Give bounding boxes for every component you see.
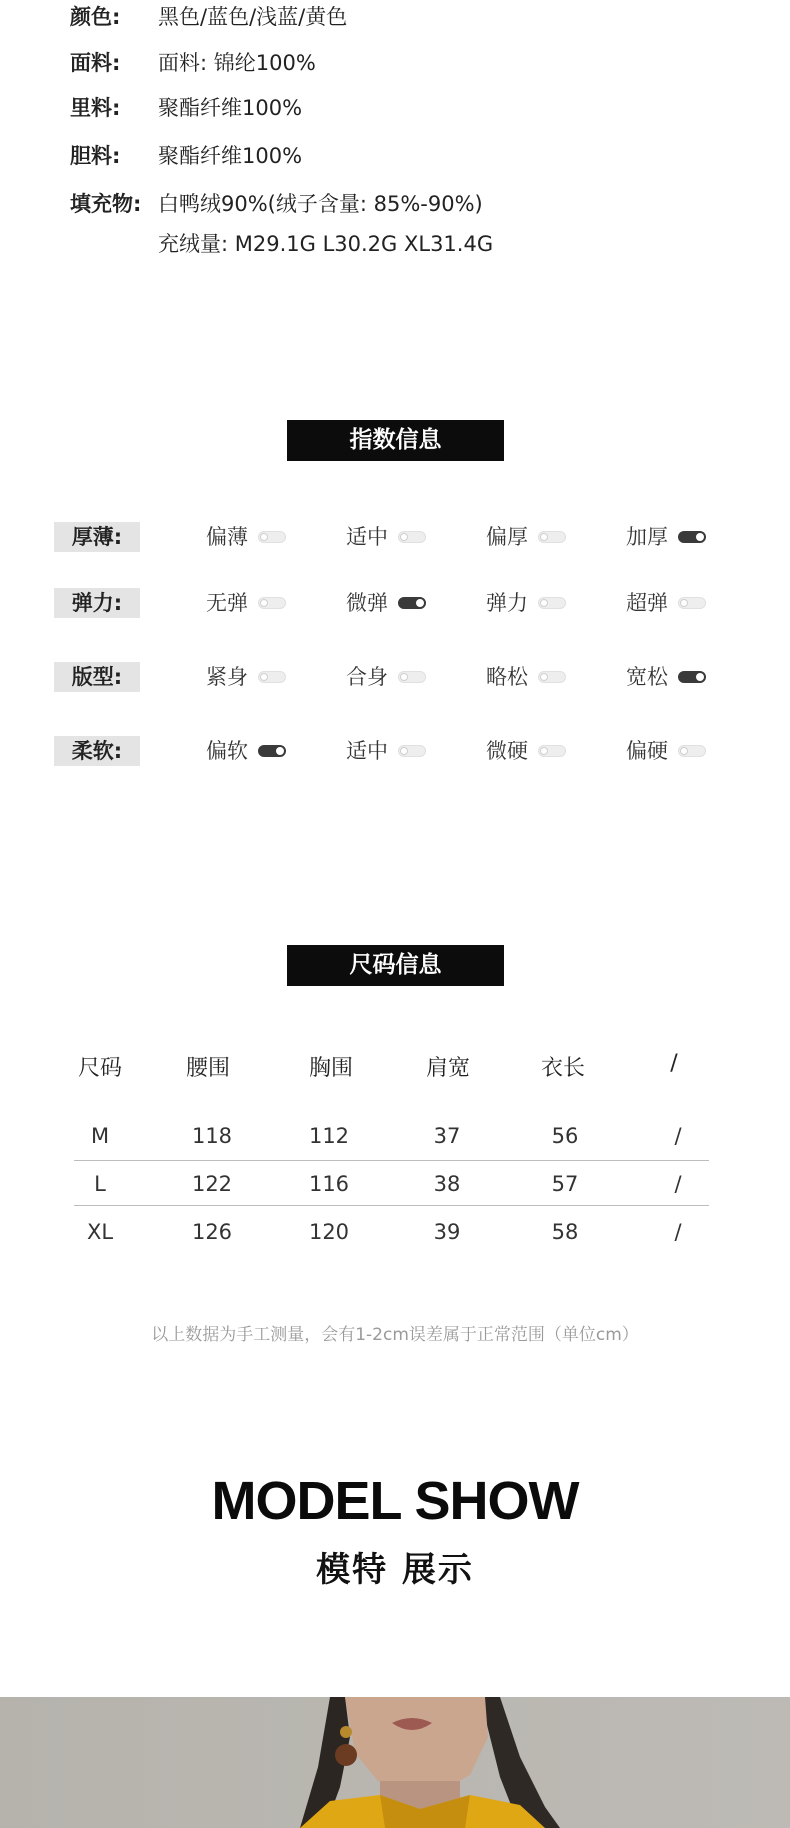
index-option-label: 偏厚 [486,525,528,549]
size-cell: XL [86,1220,114,1244]
size-header: 尺码 [77,1056,122,1081]
index-option-label: 偏软 [206,739,248,763]
toggle-knob [260,599,268,607]
attribute-filling [70,191,483,217]
toggle-knob [540,747,548,755]
attribute-inner [70,143,302,169]
size-cell: 112 [308,1124,350,1148]
index-row-label: 厚薄: [54,522,140,552]
toggle-switch-icon [538,745,566,757]
attribute-value: 白鸭绒90%(绒子含量: 85%-90%) [158,192,483,216]
index-option-label: 适中 [346,739,388,763]
toggle-knob [540,599,548,607]
index-section-title: 指数信息 [287,420,504,461]
size-cell: 57 [551,1172,579,1196]
attribute-value: 聚酯纤维100% [158,144,303,168]
attribute-color [70,4,347,30]
toggle-knob [540,673,548,681]
attribute-value: 面料: 锦纶100% [158,51,316,75]
toggle-switch-icon [678,671,706,683]
size-cell: / [674,1220,682,1244]
index-option-label: 紧身 [206,665,248,689]
model-photo-illustration [0,1697,790,1828]
size-cell: 38 [433,1172,461,1196]
size-cell: 118 [191,1124,233,1148]
index-option-label: 略松 [486,665,528,689]
size-header: 衣长 [540,1056,585,1081]
attribute-key: 里料: [70,96,121,120]
size-cell: 116 [308,1172,350,1196]
attribute-value: 聚酯纤维100% [158,96,303,120]
toggle-switch-icon [538,671,566,683]
toggle-knob [276,747,284,755]
toggle-switch-icon [258,745,286,757]
index-option-label: 加厚 [626,525,668,549]
index-row-label: 柔软: [54,736,140,766]
toggle-switch-icon [258,531,286,543]
toggle-knob [416,599,424,607]
toggle-knob [680,747,688,755]
index-option-label: 弹力 [486,591,528,615]
toggle-knob [260,533,268,541]
toggle-switch-icon [678,531,706,543]
size-cell: M [90,1124,110,1148]
index-row-label: 弹力: [54,588,140,618]
index-row [0,522,790,552]
index-row [0,736,790,766]
toggle-knob [696,673,704,681]
toggle-switch-icon [258,597,286,609]
measurement-note: 以上数据为手工测量，会有1-2cm误差属于正常范围（单位cm） [151,1325,639,1345]
toggle-knob [400,533,408,541]
toggle-switch-icon [678,597,706,609]
attribute-lining [70,95,302,121]
size-cell: 58 [551,1220,579,1244]
index-row [0,662,790,692]
size-header: / [670,1051,678,1076]
toggle-switch-icon [398,671,426,683]
attribute-key: 填充物: [70,192,142,216]
index-option-label: 合身 [346,665,388,689]
size-cell: 39 [433,1220,461,1244]
size-cell: 120 [308,1220,350,1244]
toggle-switch-icon [538,531,566,543]
toggle-switch-icon [398,531,426,543]
toggle-knob [400,747,408,755]
toggle-switch-icon [258,671,286,683]
toggle-knob [696,533,704,541]
attribute-key: 胆料: [70,144,121,168]
toggle-knob [680,599,688,607]
index-option-label: 宽松 [626,665,668,689]
size-cell: 126 [191,1220,233,1244]
row-divider [74,1160,709,1161]
size-cell: L [94,1172,106,1196]
model-show-subtitle: 模特 展示 [316,1550,474,1590]
attribute-value: 黑色/蓝色/浅蓝/黄色 [158,5,348,29]
row-divider [74,1205,709,1206]
index-option-label: 微硬 [486,739,528,763]
toggle-switch-icon [398,745,426,757]
attribute-key: 颜色: [70,5,121,29]
index-option-label: 偏薄 [206,525,248,549]
toggle-switch-icon [398,597,426,609]
toggle-knob [400,673,408,681]
model-photo [0,1697,790,1828]
index-option-label: 超弹 [626,591,668,615]
toggle-switch-icon [678,745,706,757]
index-option-label: 微弹 [346,591,388,615]
size-cell: 37 [433,1124,461,1148]
size-cell: / [674,1172,682,1196]
size-cell: 122 [191,1172,233,1196]
size-cell: 56 [551,1124,579,1148]
attribute-fabric [70,50,316,76]
size-header: 肩宽 [425,1056,470,1081]
size-header: 胸围 [308,1056,353,1081]
attribute-key: 面料: [70,51,121,75]
fill-amount: 充绒量: M29.1G L30.2G XL31.4G [158,232,494,256]
index-option-label: 偏硬 [626,739,668,763]
size-cell: / [674,1124,682,1148]
index-row-label: 版型: [54,662,140,692]
size-section-title: 尺码信息 [287,945,504,986]
model-show-title: MODEL SHOW [211,1471,579,1531]
size-header: 腰围 [185,1056,230,1081]
index-option-label: 无弹 [206,591,248,615]
index-row [0,588,790,618]
toggle-knob [540,533,548,541]
index-option-label: 适中 [346,525,388,549]
toggle-switch-icon [538,597,566,609]
toggle-knob [260,673,268,681]
